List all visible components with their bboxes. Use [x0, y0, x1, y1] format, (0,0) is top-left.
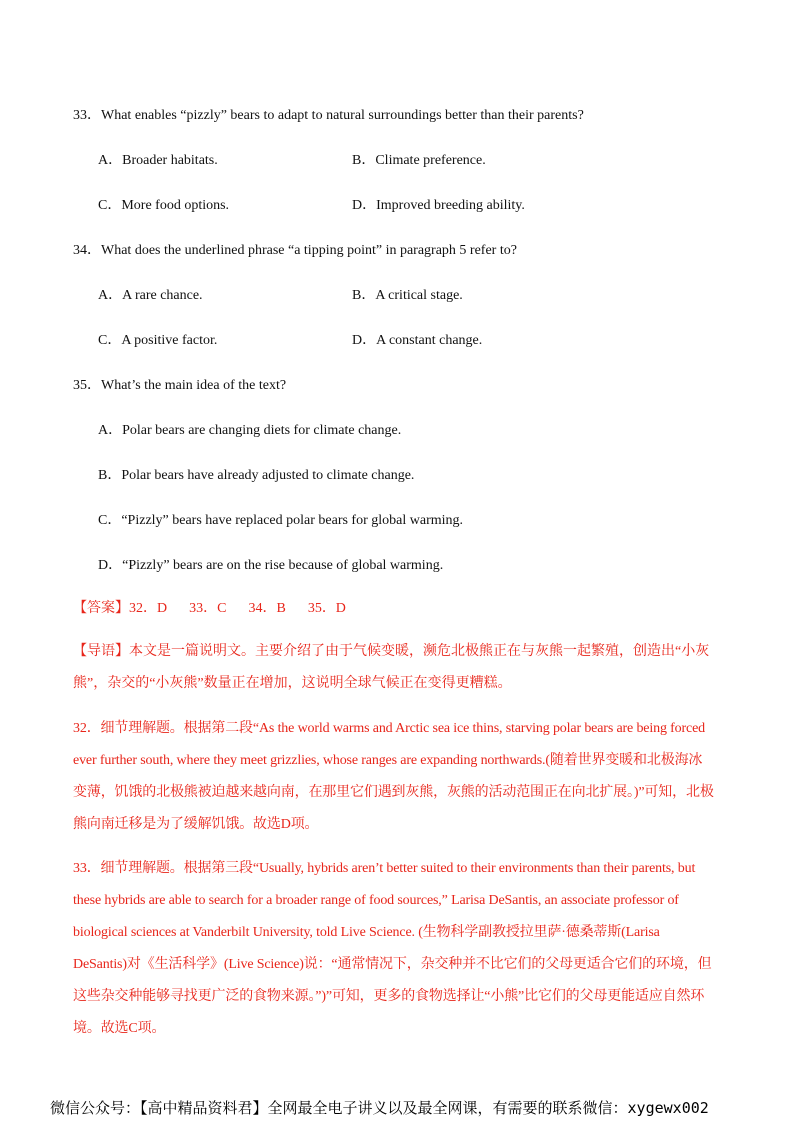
question-35-option-c: C．“Pizzly” bears have replaced polar bears for global warming. — [98, 513, 464, 528]
answer-label: 【答案】 — [73, 601, 129, 616]
question-33-option-b: B．Climate preference. — [352, 153, 486, 168]
question-34-stem: 34．What does the underlined phrase “a tipping point” in paragraph 5 refer to? — [73, 243, 517, 258]
explanation-33 — [73, 853, 729, 1045]
explanation-line: 熊向南迁移是为了缓解饥饿。故选D项。 — [73, 817, 319, 832]
answer-item: 34．B — [248, 601, 286, 616]
guide-paragraph — [73, 636, 729, 700]
explanation-line: 这些杂交种能够寻找更广泛的食物来源。”)”可知，更多的食物选择让“小熊”比它们的父母更能适应自然环 — [73, 989, 705, 1004]
question-33-option-d: D．Improved breeding ability. — [352, 198, 525, 213]
guide-line: 熊”，杂交的“小灰熊”数量正在增加，这说明全球气候正在变得更糟糕。 — [73, 676, 512, 691]
footer-wechat-id: xygewx002 — [627, 1099, 709, 1117]
question-35-option-a: A．Polar bears are changing diets for climate change. — [98, 423, 402, 438]
guide-line: 【导语】本文是一篇说明文。主要介绍了由于气候变暖，濒危北极熊正在与灰熊一起繁殖，创造出“小灰 — [73, 644, 710, 659]
page-footer — [50, 1097, 709, 1118]
question-35-stem: 35．What’s the main idea of the text? — [73, 378, 287, 393]
answer-item: 32．D — [129, 601, 168, 616]
question-35-option-d: D．“Pizzly” bears are on the rise because of global warming. — [98, 558, 444, 573]
explanation-line: DeSantis)对《生活科学》(Live Science)说：“通常情况下，杂交种并不比它们的父母更适合它们的环境，但 — [73, 957, 712, 972]
footer-text: 微信公众号：【高中精品资料君】全网最全电子讲义以及最全网课，有需要的联系微信： — [50, 1099, 628, 1117]
question-33-option-a: A．Broader habitats. — [98, 153, 218, 168]
explanation-line: 变薄，饥饿的北极熊被迫越来越向南，在那里它们遇到灰熊，灰熊的活动范围正在向北扩展。)”可知，北极 — [73, 785, 714, 800]
answer-key — [73, 597, 368, 617]
question-34-option-c: C．A positive factor. — [98, 333, 218, 348]
answer-item: 33．C — [189, 601, 227, 616]
explanation-line: these hybrids are able to search for a broader range of food sources,” Larisa DeSantis, an associate professor of — [73, 893, 679, 908]
explanation-line: 境。故选C项。 — [73, 1021, 166, 1036]
question-33-option-c: C．More food options. — [98, 198, 230, 213]
question-34-option-d: D．A constant change. — [352, 333, 483, 348]
question-35-option-b: B．Polar bears have already adjusted to climate change. — [98, 468, 415, 483]
explanation-32 — [73, 713, 729, 841]
explanation-line: 32．细节理解题。根据第二段“As the world warms and Arctic sea ice thins, starving polar bears are being forced — [73, 721, 706, 736]
explanation-line: 33．细节理解题。根据第三段“Usually, hybrids aren’t better suited to their environments than their parents, but — [73, 861, 696, 876]
explanation-line: biological sciences at Vanderbilt University, told Live Science. (生物科学副教授拉里萨·德桑蒂斯(Larisa — [73, 925, 660, 940]
explanation-line: ever further south, where they meet grizzlies, whose ranges are expanding northwards.(随着世界变暖和北极海冰 — [73, 753, 703, 768]
answer-item: 35．D — [307, 601, 346, 616]
question-33-stem: 33．What enables “pizzly” bears to adapt to natural surroundings better than their parents? — [73, 108, 584, 123]
question-34-option-a: A．A rare chance. — [98, 288, 203, 303]
question-34-option-b: B．A critical stage. — [352, 288, 463, 303]
